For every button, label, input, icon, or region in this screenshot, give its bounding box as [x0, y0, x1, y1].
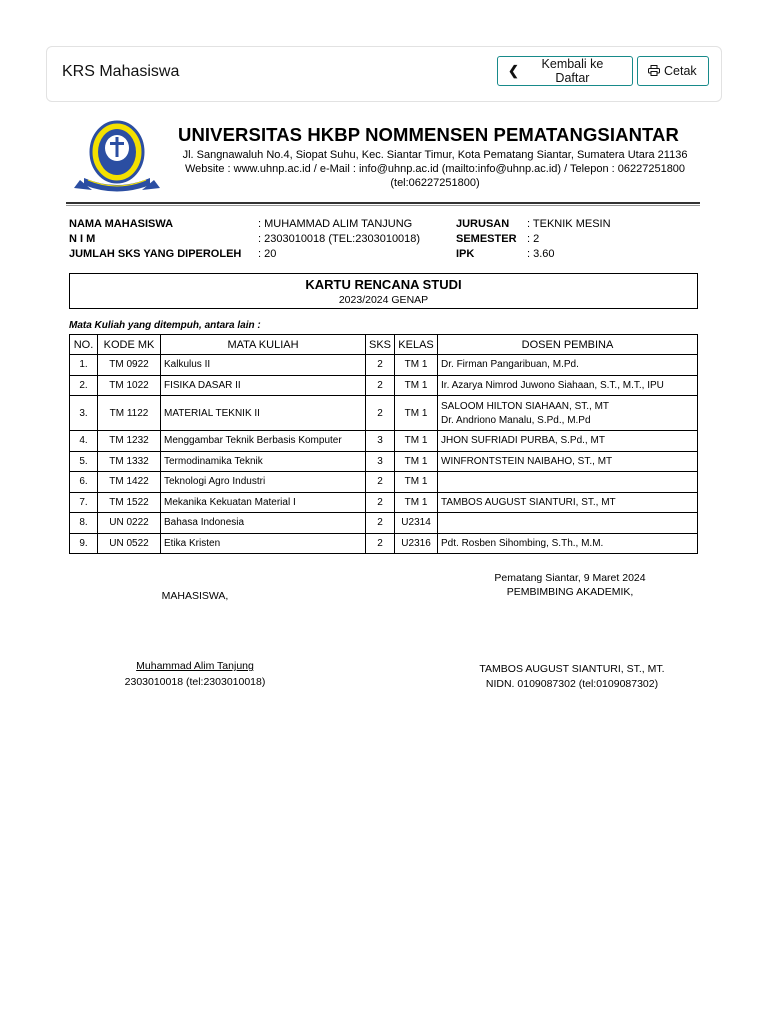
jurusan-value: : TEKNIK MESIN — [527, 218, 611, 230]
cell-matakuliah: FISIKA DASAR II — [161, 375, 366, 396]
table-row — [70, 492, 698, 513]
cell-kode: UN 0222 — [98, 513, 161, 534]
courses-table — [69, 334, 698, 554]
cell-kode: TM 1522 — [98, 492, 161, 513]
ipk-value: : 3.60 — [527, 248, 555, 260]
page-header-card — [46, 46, 722, 102]
university-logo — [72, 118, 162, 202]
cell-no: 9. — [70, 533, 98, 554]
cell-kode: TM 1022 — [98, 375, 161, 396]
student-sks-value: : 20 — [258, 248, 277, 260]
university-address: Jl. Sangnawaluh No.4, Siopat Suhu, Kec. Siantar Timur, Kota Pematang Siantar, Sumatera Utara 21136 — [182, 149, 688, 161]
table-header-row — [70, 335, 698, 355]
cell-dosen: WINFRONTSTEIN NAIBAHO, ST., MT — [438, 451, 698, 472]
cell-kelas: TM 1 — [395, 431, 438, 452]
col-header-dosen: DOSEN PEMBINA — [438, 335, 698, 355]
print-button[interactable] — [637, 56, 709, 86]
cell-kode: TM 1122 — [98, 396, 161, 431]
page-title: KRS Mahasiswa — [62, 63, 180, 80]
cell-matakuliah: Bahasa Indonesia — [161, 513, 366, 534]
header-divider-thin — [66, 205, 700, 206]
col-header-no: NO. — [70, 335, 98, 355]
advisor-signature-name: TAMBOS AUGUST SIANTURI, ST., MT. — [479, 663, 665, 675]
table-row — [70, 533, 698, 554]
cell-kode: TM 1332 — [98, 451, 161, 472]
cell-sks: 2 — [366, 396, 395, 431]
table-row — [70, 513, 698, 534]
cell-no: 8. — [70, 513, 98, 534]
student-signature-id: 2303010018 (tel:2303010018) — [124, 676, 266, 688]
cell-dosen — [438, 513, 698, 534]
table-row — [70, 375, 698, 396]
cell-kelas: TM 1 — [395, 451, 438, 472]
krs-period: 2023/2024 GENAP — [338, 294, 429, 306]
cell-kelas: TM 1 — [395, 472, 438, 493]
semester-value: : 2 — [527, 233, 540, 245]
table-row — [70, 451, 698, 472]
cell-kelas: TM 1 — [395, 396, 438, 431]
print-label: Cetak — [664, 64, 697, 78]
cell-kelas: U2316 — [395, 533, 438, 554]
col-header-matakuliah: MATA KULIAH — [161, 335, 366, 355]
col-header-kode: KODE MK — [98, 335, 161, 355]
chevron-left-icon: ❮ — [508, 63, 519, 78]
cell-no: 2. — [70, 375, 98, 396]
cell-kode: TM 0922 — [98, 355, 161, 376]
cell-dosen: JHON SUFRIADI PURBA, S.Pd., MT — [438, 431, 698, 452]
cell-sks: 3 — [366, 431, 395, 452]
student-name-label: NAMA MAHASISWA — [69, 218, 174, 230]
cell-no: 4. — [70, 431, 98, 452]
cell-dosen — [438, 472, 698, 493]
student-nim-label: N I M — [69, 233, 96, 245]
advisor-role: PEMBIMBING AKADEMIK, — [506, 586, 634, 598]
courses-note: Mata Kuliah yang ditempuh, antara lain : — [69, 320, 261, 331]
advisor-signature-id: NIDN. 0109087302 (tel:0109087302) — [485, 678, 659, 690]
table-row — [70, 396, 698, 431]
table-row — [70, 431, 698, 452]
cell-no: 7. — [70, 492, 98, 513]
cell-matakuliah: Mekanika Kekuatan Material I — [161, 492, 366, 513]
printer-icon — [648, 64, 660, 79]
cell-dosen: Ir. Azarya Nimrod Juwono Siahaan, S.T., M.T., IPU — [438, 375, 698, 396]
cell-matakuliah: MATERIAL TEKNIK II — [161, 396, 366, 431]
cell-matakuliah: Kalkulus II — [161, 355, 366, 376]
university-phone: (tel:06227251800) — [390, 177, 480, 189]
cell-sks: 2 — [366, 472, 395, 493]
jurusan-label: JURUSAN — [456, 218, 510, 230]
krs-title-box — [69, 273, 698, 309]
cell-matakuliah: Menggambar Teknik Berbasis Komputer — [161, 431, 366, 452]
cell-kelas: TM 1 — [395, 375, 438, 396]
cell-matakuliah: Teknologi Agro Industri — [161, 472, 366, 493]
krs-title: KARTU RENCANA STUDI — [305, 277, 462, 292]
cell-sks: 2 — [366, 513, 395, 534]
ipk-label: IPK — [456, 248, 475, 260]
cell-dosen: Pdt. Rosben Sihombing, S.Th., M.M. — [438, 533, 698, 554]
cell-no: 3. — [70, 396, 98, 431]
cell-dosen — [438, 396, 698, 431]
cell-sks: 2 — [366, 375, 395, 396]
cell-sks: 2 — [366, 492, 395, 513]
student-nim-value: : 2303010018 (TEL:2303010018) — [258, 233, 421, 245]
cell-no: 6. — [70, 472, 98, 493]
back-to-list-button[interactable] — [497, 56, 633, 86]
cell-kelas: U2314 — [395, 513, 438, 534]
cell-kode: TM 1232 — [98, 431, 161, 452]
semester-label: SEMESTER — [456, 233, 517, 245]
cell-sks: 3 — [366, 451, 395, 472]
university-name: UNIVERSITAS HKBP NOMMENSEN PEMATANGSIANTAR — [178, 124, 679, 145]
col-header-sks: SKS — [366, 335, 395, 355]
cell-dosen-line: SALOOM HILTON SIAHAAN, ST., MT — [441, 400, 610, 412]
place-date: Pematang Siantar, 9 Maret 2024 — [494, 572, 646, 584]
student-role: MAHASISWA, — [161, 590, 229, 602]
cell-no: 5. — [70, 451, 98, 472]
cell-matakuliah: Termodinamika Teknik — [161, 451, 366, 472]
student-sks-label: JUMLAH SKS YANG DIPEROLEH — [69, 248, 242, 260]
university-contact: Website : www.uhnp.ac.id / e-Mail : info@uhnp.ac.id (mailto:info@uhnp.ac.id) / Telepon : 06227251800 — [184, 163, 686, 175]
student-signature-name: Muhammad Alim Tanjung — [136, 660, 254, 672]
back-to-list-label: Kembali ke Daftar — [541, 57, 604, 85]
table-row — [70, 472, 698, 493]
student-name-value: : MUHAMMAD ALIM TANJUNG — [258, 218, 413, 230]
cell-matakuliah: Etika Kristen — [161, 533, 366, 554]
col-header-kelas: KELAS — [395, 335, 438, 355]
cell-sks: 2 — [366, 533, 395, 554]
cell-kelas: TM 1 — [395, 492, 438, 513]
cell-kode: UN 0522 — [98, 533, 161, 554]
cell-dosen: TAMBOS AUGUST SIANTURI, ST., MT — [438, 492, 698, 513]
cell-kelas: TM 1 — [395, 355, 438, 376]
cell-kode: TM 1422 — [98, 472, 161, 493]
header-divider — [66, 202, 700, 204]
cell-no: 1. — [70, 355, 98, 376]
cell-dosen: Dr. Firman Pangaribuan, M.Pd. — [438, 355, 698, 376]
table-row — [70, 355, 698, 376]
cell-sks: 2 — [366, 355, 395, 376]
cell-dosen-line: Dr. Andriono Manalu, S.Pd., M.Pd — [441, 414, 591, 426]
